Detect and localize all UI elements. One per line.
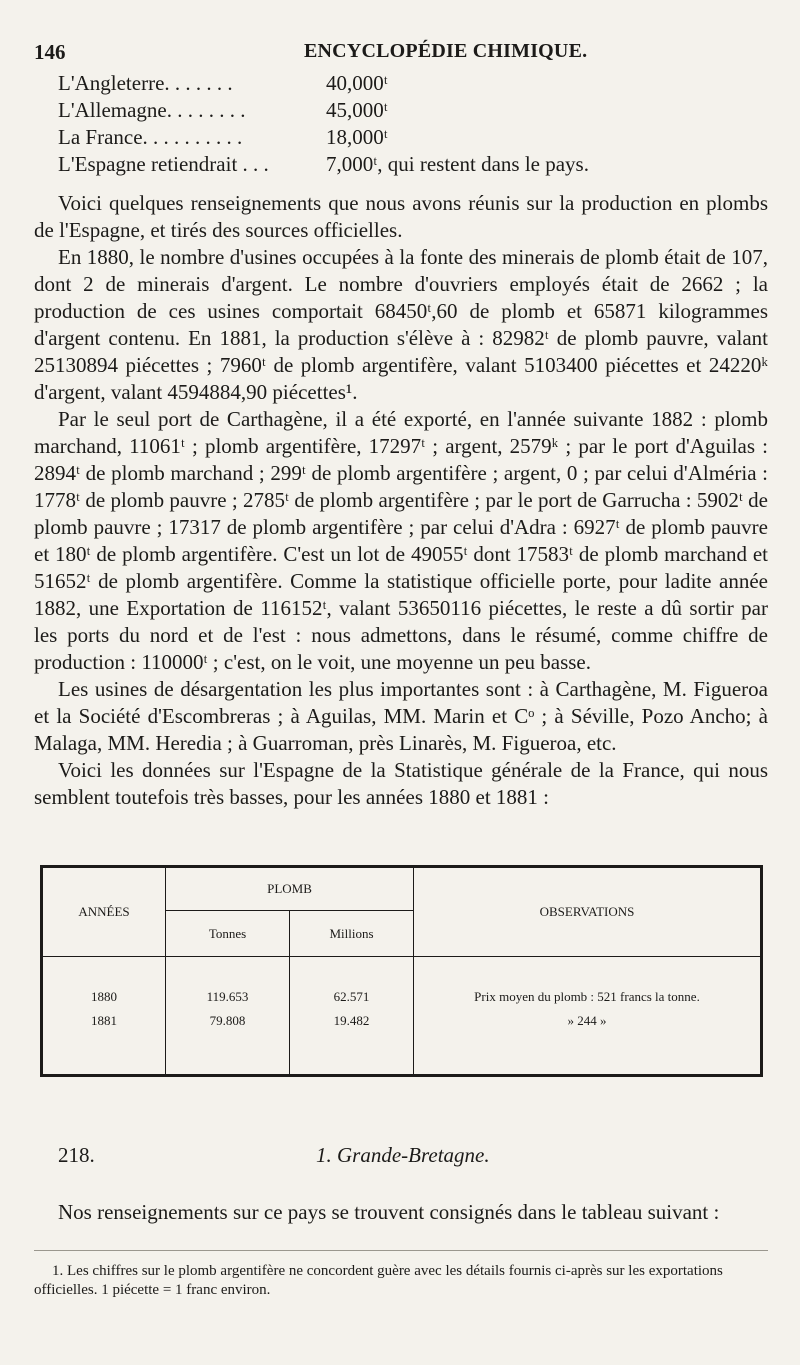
statistics-table — [40, 865, 763, 1077]
country-value: 45,000ᵗ — [326, 98, 388, 122]
country-value: 40,000ᵗ — [326, 71, 388, 95]
table-cell: Prix moyen du plomb : 521 francs la tonne. — [474, 989, 700, 1004]
country-label: L'Allemagne. . . . . . . . — [58, 98, 246, 122]
header-tonnes: Tonnes — [166, 911, 290, 957]
body-text — [34, 190, 768, 811]
page-header — [34, 40, 760, 68]
country-label: L'Angleterre. . . . . . . — [58, 71, 233, 95]
table-cell: » 244 » — [567, 1013, 607, 1028]
table-cell: 1881 — [91, 1013, 117, 1028]
tonnes-cell — [166, 957, 290, 1076]
country-value: 7,000ᵗ, qui restent dans le pays. — [326, 152, 589, 176]
footnote-text: 1. Les chiffres sur le plomb argentifère ne concordent guère avec les détails fournis ci-après sur les exportations officielles. 1 piécette = 1 franc environ. — [34, 1263, 723, 1298]
paragraph: Par le seul port de Carthagène, il a été exporté, en l'année suivante 1882 : plomb marchand, 11061ᵗ ; plomb argentifère, 17297ᵗ ; argent, 2579ᵏ ; par le port d'Aguilas : 2894ᵗ de plomb marchand ; 299ᵗ de plomb argentifère ; argent, 0 ; par celui d'Alméria : 1778ᵗ de plomb pauvre ; 2785ᵗ de plomb argentifère ; par le port de Garrucha : 5902ᵗ de plomb pauvre ; 17317 de plomb argentifère ; par celui d'Adra : 6927ᵗ de plomb pauvre et 180ᵗ de plomb argentifère. C'est un lot de 49055ᵗ dont 17583ᵗ de plomb marchand et 51652ᵗ de plomb argentifère. Comme la statistique officielle porte, pour ladite année 1882, une Exportation de 116152ᵗ, valant 53650116 piécettes, le reste a dû sortir par les ports du nord et de l'est : nous admettons, dans le résumé, comme chiffre de production : 110000ᵗ ; c'est, on le voit, une moyenne un peu basse. — [34, 407, 768, 674]
list-item — [58, 70, 658, 97]
country-label: La France. . . . . . . . . . — [58, 125, 243, 149]
millions-cell — [290, 957, 414, 1076]
header-millions: Millions — [290, 911, 414, 957]
section-number: 218. — [58, 1143, 95, 1167]
table-cell: 19.482 — [333, 1013, 370, 1028]
table-cell: 1880 — [91, 989, 117, 1004]
table-cell: 119.653 — [206, 989, 249, 1004]
running-title: ENCYCLOPÉDIE CHIMIQUE. — [304, 40, 588, 62]
paragraph: Les usines de désargentation les plus importantes sont : à Carthagène, M. Figueroa et la Société d'Escombreras ; à Aguilas, MM. Marin et Cᵒ ; à Séville, Pozo Ancho; à Malaga, MM. Heredia ; à Guarroman, près Linarès, M. Figueroa, etc. — [34, 677, 768, 755]
production-list — [58, 70, 658, 178]
section-title-text: 1. Grande-Bretagne. — [316, 1143, 490, 1167]
country-label: L'Espagne retiendrait . . . — [58, 152, 269, 176]
footnote — [34, 1262, 768, 1300]
header-plomb: PLOMB — [166, 867, 414, 911]
page-number: 146 — [34, 40, 66, 64]
observations-cell — [414, 957, 762, 1076]
header-observations: OBSERVATIONS — [414, 867, 762, 957]
table-cell: 79.808 — [209, 1013, 246, 1028]
paragraph: Voici quelques renseignements que nous avons réunis sur la production en plombs de l'Espagne, et tirés des sources officielles. — [34, 191, 768, 242]
country-value: 18,000ᵗ — [326, 125, 388, 149]
table-cell: 62.571 — [333, 989, 370, 1004]
footnote-divider — [34, 1250, 768, 1251]
paragraph: Voici les données sur l'Espagne de la Statistique générale de la France, qui nous semblent toutefois très basses, pour les années 1880 et 1881 : — [34, 758, 768, 809]
list-item — [58, 124, 658, 151]
list-item — [58, 151, 658, 178]
list-item — [58, 97, 658, 124]
header-annees: ANNÉES — [42, 867, 166, 957]
years-cell — [42, 957, 166, 1076]
closing-text: Nos renseignements sur ce pays se trouvent consignés dans le tableau suivant : — [58, 1200, 720, 1224]
section-title — [316, 1143, 490, 1168]
paragraph: En 1880, le nombre d'usines occupées à la fonte des minerais de plomb était de 107, dont 2 de minerais d'argent. Le nombre d'ouvriers employés était de 2662 ; la production de ces usines comportait 68450ᵗ,60 de plomb et 65871 kilogrammes d'argent contenu. En 1881, la production s'élève à : 82982ᵗ de plomb pauvre, valant 25130894 piécettes ; 7960ᵗ de plomb argentifère, valant 5103400 piécettes et 24220ᵏ d'argent, valant 4594884,90 piécettes¹. — [34, 245, 768, 404]
